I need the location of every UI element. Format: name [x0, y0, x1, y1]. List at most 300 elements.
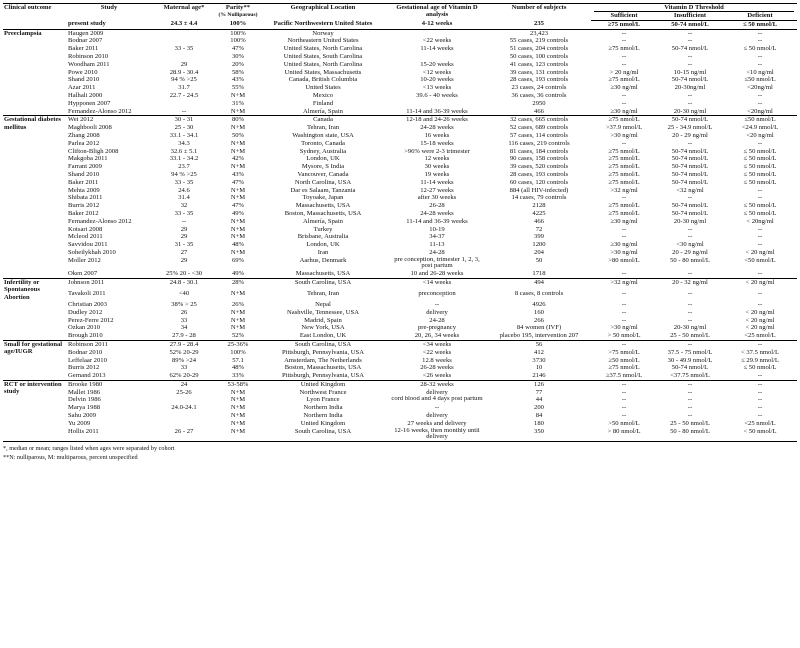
deficient-cell: < 20 ng/ml — [745, 308, 775, 316]
gestational-age-cell: 15-20 weeks — [420, 60, 454, 68]
parity-cell: 47% — [231, 45, 245, 53]
maternal-age-cell: 26 - 27 — [151, 428, 217, 442]
clinical-outcome-cell — [3, 132, 67, 140]
study-cell: Christian 2003 — [68, 300, 108, 308]
header-parity — [217, 4, 259, 21]
deficient-cell: <10 ng/ml — [746, 68, 774, 76]
sufficient-cell: -- — [621, 396, 627, 404]
study-cell: Mallet 1986 — [68, 388, 101, 396]
maternal-age-cell: 62% 20-29 — [169, 372, 199, 380]
subjects-cell: 4926 — [532, 300, 546, 308]
sufficient-cell: ≥30 ng/ml — [610, 107, 638, 115]
location-cell: Lyon France — [306, 396, 340, 404]
parity-cell: N+M — [230, 233, 246, 241]
study-cell: Yu 2009 — [68, 419, 91, 427]
table-row — [3, 380, 797, 388]
sufficient-cell: ≥75 nmol/L — [607, 20, 641, 28]
parity-cell: 42% — [231, 155, 245, 163]
footnote-parity: **N: nulliparous, M: multiparous, percent unspecified — [3, 453, 138, 461]
gestational-age-cell: 24-28 weeks — [420, 209, 454, 217]
subjects-cell: 2128 — [532, 202, 546, 210]
table-row — [3, 241, 797, 249]
table-row — [3, 132, 797, 140]
subjects-cell: 466 — [534, 217, 544, 225]
deficient-cell: ≤ 50 nmol/L — [743, 170, 777, 178]
parity-cell: 100% — [229, 20, 247, 28]
parity-cell: N+M — [230, 225, 246, 233]
study-cell: Maghbooli 2008 — [68, 124, 112, 132]
sufficient-cell: ≥75 nmol/L — [608, 155, 640, 163]
location-cell: United States, North Carolina — [283, 45, 363, 53]
sufficient-cell: -- — [621, 412, 627, 420]
insufficient-cell: -- — [687, 139, 693, 147]
maternal-age-cell: 24 — [151, 380, 217, 388]
maternal-age-cell: 38% > 25 — [171, 300, 197, 308]
gestational-age-cell: cord blood and 4 days post partum — [391, 396, 483, 403]
deficient-cell: -- — [757, 233, 763, 241]
maternal-age-cell: 27.9 - 28.4 — [151, 340, 217, 348]
gestational-age-cell: 26-28 — [429, 202, 445, 210]
study-cell: Fernandez-Alonso 2012 — [68, 107, 132, 115]
subjects-cell: 72 — [535, 225, 543, 233]
insufficient-cell: 25 - 50 nmol/L — [670, 419, 710, 427]
table-row — [3, 340, 797, 348]
insufficient-cell: 37.5 - 75 nmol/L — [667, 348, 713, 356]
deficient-cell: -- — [757, 300, 763, 308]
location-cell: Canada — [259, 116, 387, 124]
study-cell: Dudley 2012 — [68, 308, 103, 316]
location-cell: Pittsburgh, Pennsylvania, USA — [282, 348, 364, 356]
maternal-age-cell: 27 — [180, 248, 188, 256]
sufficient-cell: -- — [621, 139, 627, 147]
table-row — [3, 140, 797, 148]
location-cell: Northern India — [303, 412, 343, 420]
table-row — [3, 428, 797, 442]
location-cell: Massachusetts, USA — [295, 202, 351, 210]
sufficient-cell: -- — [591, 340, 657, 348]
gestational-age-cell: <13 weeks — [422, 84, 452, 92]
deficient-cell: ≤ 50 nmol/L — [743, 147, 777, 155]
header-insufficient: Insufficient — [657, 12, 723, 20]
sufficient-cell: >30 ng/ml — [610, 248, 638, 256]
clinical-outcome-cell — [3, 171, 67, 179]
maternal-age-cell: 33.1 - 34.1 — [169, 131, 199, 139]
sufficient-cell: >50 nmol/L — [608, 419, 640, 427]
location-cell: South Carolina, USA — [259, 278, 387, 290]
table-row — [3, 389, 797, 397]
maternal-age-cell: 29 — [180, 233, 188, 241]
table-row — [3, 148, 797, 156]
study-cell: Burris 2012 — [68, 364, 100, 372]
table-row — [3, 420, 797, 428]
deficient-cell: < 20 ng/ml — [745, 248, 775, 256]
study-cell: Kotsari 2008 — [68, 225, 103, 233]
insufficient-cell: -- — [687, 388, 693, 396]
insufficient-cell: -- — [657, 380, 723, 388]
insufficient-cell: 50-74 nmol/L — [671, 209, 709, 217]
insufficient-cell: 50-74 nmol/L — [671, 147, 709, 155]
maternal-age-cell: 28.9 - 30.4 — [169, 68, 199, 76]
study-cell: Makgoba 2011 — [68, 155, 108, 163]
parity-cell: 47% — [231, 178, 245, 186]
study-cell: Shibata 2011 — [68, 194, 103, 202]
header-parity-label: Parity** — [225, 4, 251, 11]
header-study: Study — [67, 4, 151, 21]
table-row — [3, 124, 797, 132]
maternal-age-cell: 89% >24 — [171, 356, 197, 364]
parity-cell: 49% — [231, 209, 245, 217]
table-row — [3, 226, 797, 234]
maternal-age-cell: 24.0-24.1 — [171, 404, 197, 412]
location-cell: Toyoake, Japan — [302, 194, 344, 202]
subjects-cell: 55 cases, 219 controls — [509, 37, 569, 45]
table-row — [3, 309, 797, 317]
clinical-outcome-cell — [3, 412, 67, 420]
insufficient-cell: -- — [687, 60, 693, 68]
maternal-age-cell — [151, 100, 217, 108]
gestational-age-cell: 28-32 weeks — [387, 380, 487, 388]
location-cell: Sydney, Australia — [299, 147, 347, 155]
sufficient-cell: -- — [621, 91, 627, 99]
maternal-age-cell: -- — [181, 107, 187, 115]
parity-cell: 80% — [217, 116, 259, 124]
clinical-outcome-cell: Small for gestational age/IUGR — [3, 340, 67, 356]
insufficient-cell: -- — [687, 269, 693, 277]
sufficient-cell: > 80 nmol/L — [591, 428, 657, 442]
maternal-age-cell: <40 — [178, 289, 190, 297]
maternal-age-cell — [151, 412, 217, 420]
sufficient-cell: -- — [621, 99, 627, 107]
insufficient-cell: -- — [687, 37, 693, 45]
deficient-cell: -- — [757, 269, 763, 277]
table-row — [3, 301, 797, 309]
deficient-cell: -- — [757, 404, 763, 412]
gestational-age-cell: 10 and 26-28 weeks — [410, 269, 464, 277]
clinical-outcome-cell — [3, 69, 67, 77]
maternal-age-cell: 33 - 35 — [174, 209, 194, 217]
maternal-age-cell: 34.3 — [178, 139, 190, 147]
location-cell: Northwest France — [299, 388, 347, 396]
study-cell: Halhali 2000 — [68, 91, 103, 99]
study-cell: Fernandez-Alonso 2012 — [68, 217, 132, 225]
subjects-cell: 14 cases, 79 controls — [511, 194, 567, 202]
clinical-outcome-cell — [3, 226, 67, 234]
gestational-age-cell: 20, 26, 34 weeks — [414, 332, 460, 340]
clinical-outcome-cell — [3, 108, 67, 116]
insufficient-cell: -- — [687, 300, 693, 308]
deficient-cell: ≤ 50 nmol/L — [743, 364, 777, 372]
location-cell: London, UK — [306, 155, 340, 163]
sufficient-cell: -- — [621, 388, 627, 396]
location-cell: Dar es Salaam, Tanzania — [290, 186, 356, 194]
deficient-cell: ≤ 50 nmol/L — [742, 20, 778, 28]
table-row — [3, 100, 797, 108]
clinical-outcome-cell — [3, 92, 67, 100]
table-row — [3, 249, 797, 257]
clinical-outcome-cell — [3, 270, 67, 278]
deficient-cell: -- — [723, 380, 797, 388]
location-cell: Norway — [259, 29, 387, 37]
maternal-age-cell — [151, 420, 217, 428]
deficient-cell: <25 nmol/L — [744, 332, 776, 340]
subjects-cell: 494 — [487, 278, 591, 290]
insufficient-cell: -- — [687, 316, 693, 324]
deficient-cell: ≤ 50 nmol/L — [743, 155, 777, 163]
deficient-cell: ≤ 50 nmol/L — [743, 45, 777, 53]
table-row — [3, 171, 797, 179]
gestational-age-cell: delivery — [426, 388, 448, 396]
clinical-outcome-cell — [3, 420, 67, 428]
deficient-cell: -- — [757, 396, 763, 404]
maternal-age-cell: 25% 20 - <30 — [165, 269, 203, 277]
gestational-age-cell: 27 weeks and delivery — [407, 419, 467, 427]
location-cell: Boston, Massachusetts, USA — [284, 364, 362, 372]
gestational-age-cell: 19 weeks — [424, 170, 450, 178]
parity-cell: N+M — [230, 412, 246, 420]
subjects-cell: 4225 — [532, 209, 546, 217]
subjects-cell: 180 — [534, 419, 544, 427]
subjects-cell: 116 cases, 219 controls — [508, 139, 570, 147]
gestational-age-cell: -- — [434, 300, 440, 308]
insufficient-cell: 50-74 nmol/L — [671, 202, 709, 210]
insufficient-cell: 20 - 32 ng/ml — [657, 278, 723, 290]
sufficient-cell: ≥75 nmol/L — [608, 147, 640, 155]
gestational-age-cell: 11-14 weeks — [420, 178, 454, 186]
clinical-outcome-cell — [3, 396, 67, 404]
table-row — [3, 29, 797, 37]
study-cell: Haugen 2009 — [67, 29, 151, 37]
maternal-age-cell: 33.1 - 34.2 — [169, 155, 199, 163]
subjects-cell: 399 — [534, 233, 544, 241]
table-row — [3, 317, 797, 325]
sufficient-cell: -- — [621, 53, 627, 60]
study-cell: Robinson 2011 — [67, 340, 151, 348]
subjects-cell: 235 — [534, 20, 544, 28]
maternal-age-cell: 33 — [180, 364, 188, 372]
maternal-age-cell: 31 - 35 — [174, 241, 194, 249]
parity-cell: N+M — [230, 139, 246, 147]
gestational-age-cell: 11-14 weeks — [420, 45, 454, 53]
table-row — [3, 412, 797, 420]
sufficient-cell: >32 ng/ml — [610, 186, 638, 194]
study-cell: Azar 2011 — [68, 84, 96, 92]
insufficient-cell: <32 ng/ml — [676, 186, 704, 194]
study-cell: Ozkan 2010 — [68, 324, 101, 332]
gestational-age-cell: 12-16 weeks, then monthly until delivery — [387, 428, 487, 442]
maternal-age-cell: 33 - 35 — [174, 178, 194, 186]
location-cell: Vancouver, Canada — [297, 170, 349, 178]
insufficient-cell: -- — [687, 53, 693, 60]
parity-cell: 57.1 — [232, 356, 244, 364]
table-row — [3, 163, 797, 171]
parity-cell: N+M — [230, 404, 246, 412]
study-cell: Oken 2007 — [68, 269, 98, 277]
deficient-cell: < 37.5 nmol/L — [741, 348, 779, 356]
study-cell: Brooke 1980 — [67, 380, 151, 388]
parity-cell: 31% — [231, 99, 245, 107]
location-cell: Almería, Spain — [303, 107, 343, 115]
subjects-cell: 126 — [487, 380, 591, 388]
clinical-outcome-cell — [3, 140, 67, 148]
sufficient-cell: ≥37.5 nmol/L — [605, 372, 643, 380]
insufficient-cell: 50 - 80 nmol/L — [657, 428, 723, 442]
deficient-cell: <24.9 nmol/L — [741, 124, 779, 132]
clinical-outcome-cell — [3, 372, 67, 380]
subjects-cell: 8 cases, 8 controls — [514, 289, 564, 297]
clinical-outcome-cell — [3, 428, 67, 442]
maternal-age-cell: 29 — [180, 60, 188, 68]
subjects-cell: 10 — [535, 364, 543, 372]
table-row — [3, 194, 797, 202]
deficient-cell: <20ng/ml — [747, 84, 773, 92]
deficient-cell: -- — [757, 412, 763, 420]
gestational-age-cell: after 30 weeks — [417, 194, 457, 202]
location-cell: Pittsburgh, Pennsylvania, USA — [282, 372, 364, 380]
subjects-cell: 23,423 — [487, 29, 591, 37]
maternal-age-cell: 31.4 — [178, 194, 190, 202]
parity-cell: 100% — [230, 348, 246, 356]
parity-cell: 58% — [231, 68, 245, 76]
sufficient-cell: -- — [621, 194, 627, 202]
clinical-outcome-cell — [3, 20, 67, 29]
location-cell: Mexico — [312, 91, 334, 99]
insufficient-cell: 20-30 ng/ml — [673, 217, 707, 225]
deficient-cell: ≤ 50 nmol/L — [743, 209, 777, 217]
deficient-cell: ≤ 50 nmol/L — [743, 163, 777, 171]
insufficient-cell: <37.75 nmol/L — [670, 372, 710, 380]
gestational-age-cell: 11-13 — [429, 241, 445, 249]
table-row — [3, 218, 797, 226]
parity-cell: N+M — [230, 289, 246, 297]
maternal-age-cell: 26 — [180, 308, 188, 316]
clinical-outcome-cell — [3, 332, 67, 340]
sufficient-cell: -- — [591, 380, 657, 388]
maternal-age-cell: 94 % >25 — [171, 76, 197, 84]
sufficient-cell: ≥75 nmol/L — [608, 202, 640, 210]
location-cell: United Kingdom — [259, 380, 387, 388]
table-row — [3, 349, 797, 357]
gestational-age-cell: 30 weeks — [424, 163, 450, 171]
parity-cell: N+M — [230, 324, 246, 332]
location-cell: United States — [305, 84, 341, 92]
clinical-outcome-cell — [3, 309, 67, 317]
insufficient-cell: -- — [687, 194, 693, 202]
location-cell: Iran — [317, 248, 329, 256]
gestational-age-cell: 15-18 weeks — [420, 139, 454, 147]
location-cell: Tehran, Iran — [306, 124, 340, 132]
table-row — [3, 37, 797, 45]
insufficient-cell: -- — [687, 396, 693, 404]
deficient-cell: ≤50 nmol/L — [723, 116, 797, 124]
parity-cell: 49% — [231, 269, 245, 277]
insufficient-cell: 10-15 ng/ml — [673, 68, 707, 76]
sufficient-cell: ≥30 ng/ml — [610, 84, 638, 92]
location-cell: Tehran, Iran — [306, 289, 340, 297]
location-cell: Boston, Massachusetts, USA — [284, 209, 362, 217]
maternal-age-cell: 24.6 — [178, 186, 190, 194]
table-row — [3, 278, 797, 290]
subjects-cell: 84 women (IVF) — [516, 324, 562, 332]
location-cell: United States, South Carolina — [283, 53, 363, 60]
table-row — [3, 210, 797, 218]
parity-cell: 43% — [231, 76, 245, 84]
table-row — [3, 396, 797, 404]
clinical-outcome-cell — [3, 404, 67, 412]
parity-cell: 43% — [231, 170, 245, 178]
header-parity-sub: (% Nulliparous) — [218, 12, 258, 19]
header-clinical-outcome: Clinical outcome — [3, 4, 67, 21]
subjects-cell: 50 cases, 100 controls — [509, 53, 569, 60]
study-cell: Brough 2010 — [68, 332, 103, 340]
clinical-outcome-cell — [3, 163, 67, 171]
table-row — [3, 20, 797, 29]
maternal-age-cell: 24.3 ± 4.4 — [170, 20, 198, 28]
deficient-cell: < 20 ng/ml — [745, 324, 775, 332]
insufficient-cell: 50-74 nmol/L — [671, 178, 709, 186]
study-cell: Baker 2011 — [68, 45, 99, 53]
subjects-cell: 1200 — [532, 241, 546, 249]
table-row — [3, 357, 797, 365]
location-cell: Nashville, Tennessee, USA — [287, 308, 359, 316]
location-cell: Madrid, Spain — [304, 316, 342, 324]
subjects-cell: 84 — [535, 412, 543, 420]
parity-cell: 25-36% — [217, 340, 259, 348]
maternal-age-cell: 25 - 30 — [174, 124, 194, 132]
study-cell: Clifton-Bligh 2008 — [68, 147, 119, 155]
subjects-cell: 39 cases, 520 controls — [509, 163, 569, 171]
sufficient-cell: >75 nmol/L — [608, 348, 640, 356]
study-cell: Marya 1988 — [68, 404, 101, 412]
deficient-cell: <50 nmol/L — [744, 256, 776, 264]
subjects-cell: 32 cases, 665 controls — [487, 116, 591, 124]
clinical-outcome-cell — [3, 45, 67, 53]
subjects-cell: 204 — [534, 248, 544, 256]
gestational-age-cell: -- — [434, 404, 440, 412]
studies-table — [3, 3, 797, 442]
deficient-cell: -- — [757, 194, 763, 202]
header-sufficient: Sufficient — [591, 12, 657, 20]
deficient-cell: -- — [757, 186, 763, 194]
clinical-outcome-cell — [3, 84, 67, 92]
maternal-age-cell: 22.7 - 24.5 — [169, 91, 199, 99]
gestational-age-cell: 4-12 weeks — [421, 20, 453, 28]
table-row — [3, 404, 797, 412]
location-cell: Pacific Northwestern United States — [273, 20, 373, 28]
parity-cell: N+M — [230, 388, 246, 396]
gestational-age-cell: 11-14 and 36-39 weeks — [406, 107, 468, 115]
location-cell: Turkey — [313, 225, 333, 233]
location-cell: Nepal — [315, 300, 331, 308]
maternal-age-cell: 23.7 — [178, 163, 190, 171]
deficient-cell: < 20 ng/ml — [745, 316, 775, 324]
study-cell: Johnson 2011 — [67, 278, 151, 290]
table-row — [3, 76, 797, 84]
deficient-cell: -- — [757, 372, 763, 380]
header-subjects: Number of subjects — [487, 4, 591, 21]
study-cell: Woodham 2011 — [68, 60, 110, 68]
maternal-age-cell: 33 — [180, 316, 188, 324]
sufficient-cell: -- — [621, 300, 627, 308]
gestational-age-cell: pre-pregnancy — [417, 324, 457, 332]
gestational-age-cell: <22 weeks — [422, 37, 452, 45]
sufficient-cell: -- — [621, 308, 627, 316]
table-row — [3, 84, 797, 92]
clinical-outcome-cell — [3, 187, 67, 195]
subjects-cell: 56 — [487, 340, 591, 348]
deficient-cell: <20 ng/ml — [746, 131, 774, 139]
parity-cell: 100% — [230, 37, 246, 45]
subjects-cell: 52 cases, 689 controls — [509, 124, 569, 132]
